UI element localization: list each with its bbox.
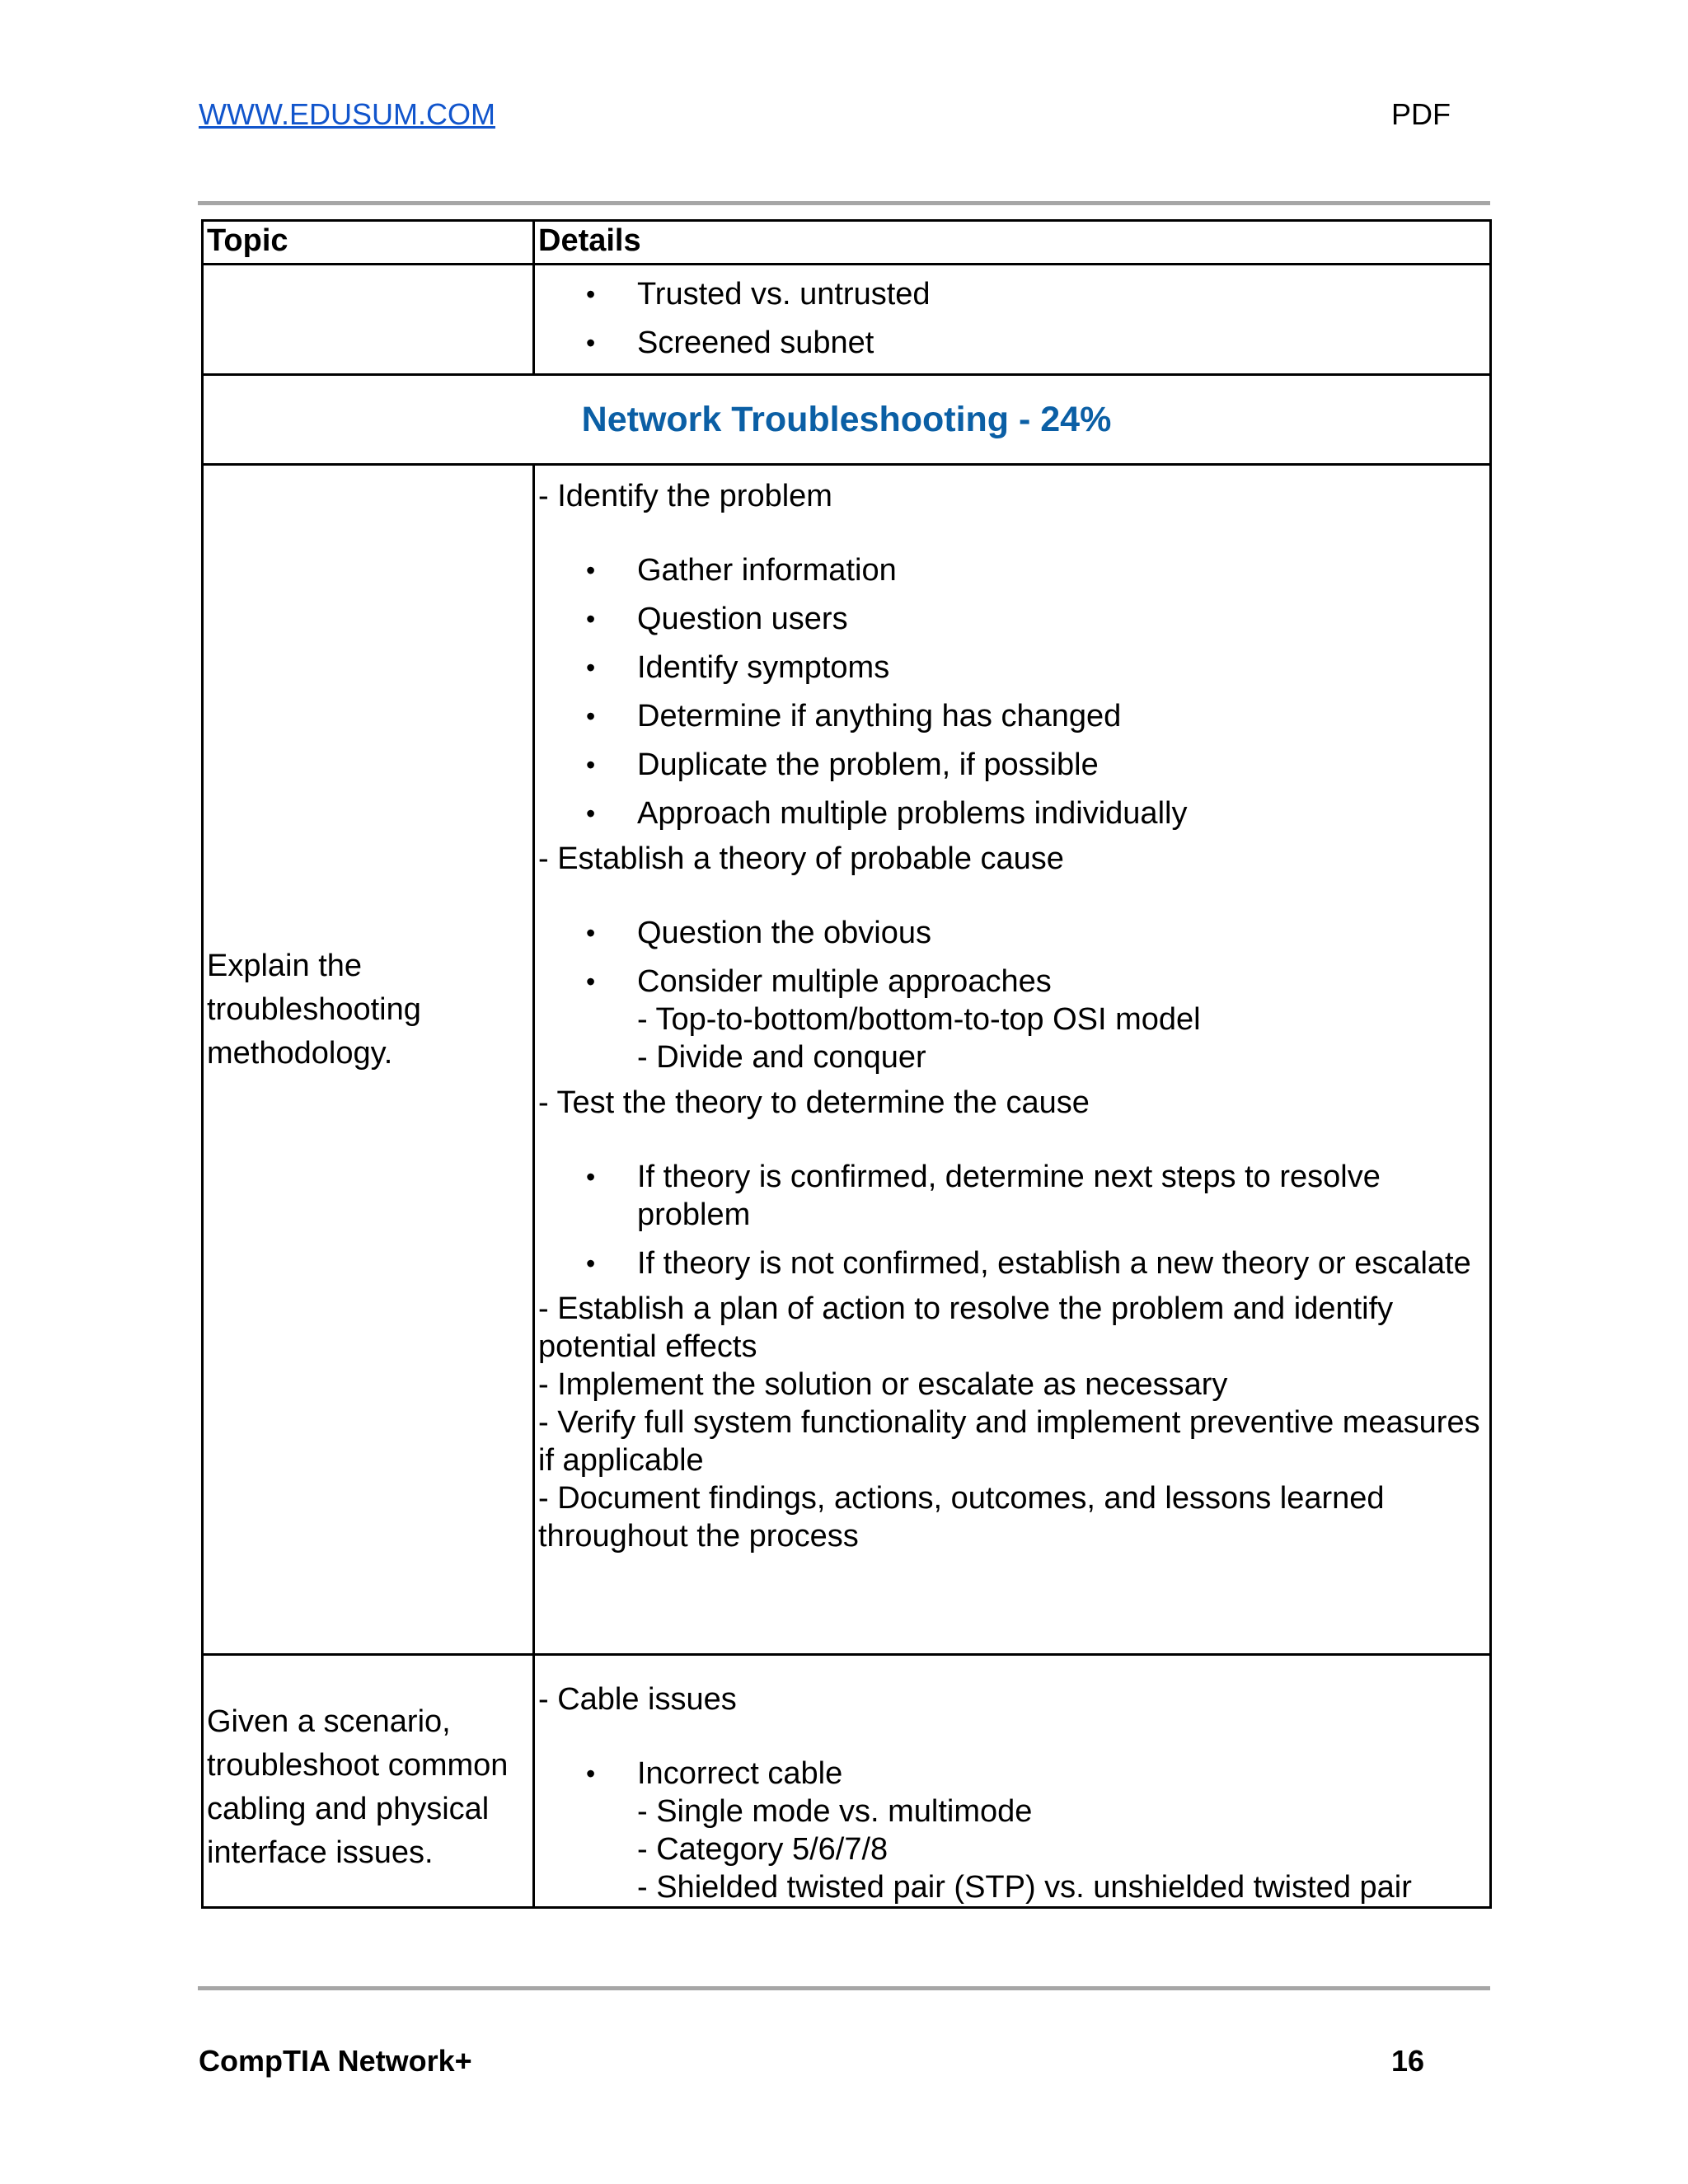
topic-cell <box>203 465 534 1655</box>
details-cell <box>534 265 1491 375</box>
topic-cell-empty <box>203 265 534 375</box>
sub-item: - Single mode vs. multimode <box>637 1794 1033 1829</box>
list-item <box>637 1755 1486 1906</box>
table-header-row <box>203 221 1491 265</box>
bullet-list <box>538 914 1486 1076</box>
list-item: • Approach multiple problems individually <box>637 794 1486 832</box>
sub-item: - Divide and conquer <box>637 1040 926 1075</box>
header-pdf-label: PDF <box>1391 97 1451 131</box>
sub-item: - Shielded twisted pair (STP) vs. unshielded twisted pair <box>637 1870 1412 1905</box>
footer-title: CompTIA Network+ <box>199 2044 472 2078</box>
detail-line: - Identify the problem <box>538 479 832 513</box>
detail-line: - Establish a plan of action to resolve the problem and identify potential effects <box>538 1291 1394 1364</box>
list-item: • If theory is not confirmed, establish a new theory or escalate <box>637 1244 1486 1282</box>
page-number: 16 <box>1391 2044 1425 2078</box>
table-row <box>203 265 1491 375</box>
table-row <box>203 1655 1491 1908</box>
table-row <box>203 465 1491 1655</box>
list-item: • Identify symptoms <box>637 649 1486 687</box>
bullet-list <box>538 275 1486 362</box>
list-item: • Determine if anything has changed <box>637 697 1486 735</box>
site-link[interactable]: WWW.EDUSUM.COM <box>199 97 495 131</box>
list-item-text: Incorrect cable <box>637 1756 843 1791</box>
bullet-list <box>538 1755 1486 1906</box>
section-row <box>203 375 1491 465</box>
footer-divider <box>198 1986 1490 1990</box>
topic-text: Given a scenario, troubleshoot common cabling and physical interface issues. <box>207 1704 509 1870</box>
list-item: • Screened subnet <box>637 324 1486 362</box>
list-item: • Trusted vs. untrusted <box>637 275 1486 313</box>
detail-line: - Establish a theory of probable cause <box>538 841 1064 876</box>
topic-cell <box>203 1655 534 1908</box>
list-item <box>637 963 1486 1076</box>
list-item: • Question the obvious <box>637 914 1486 952</box>
detail-line: - Implement the solution or escalate as necessary <box>538 1367 1228 1402</box>
column-header-details: Details <box>534 221 1491 265</box>
section-title: Network Troubleshooting - 24% <box>203 375 1491 465</box>
detail-line: - Test the theory to determine the cause <box>538 1085 1090 1120</box>
column-header-topic: Topic <box>203 221 534 265</box>
header-divider <box>198 201 1490 205</box>
list-item: • Gather information <box>637 551 1486 589</box>
sub-item: - Top-to-bottom/bottom-to-top OSI model <box>637 1002 1201 1037</box>
sub-item: - Category 5/6/7/8 <box>637 1832 889 1867</box>
list-item: • If theory is confirmed, determine next steps to resolve problem <box>637 1158 1486 1234</box>
bullet-list <box>538 1158 1486 1282</box>
bullet-list <box>538 551 1486 832</box>
list-item-text: Consider multiple approaches <box>637 964 1052 999</box>
detail-line: - Verify full system functionality and implement preventive measures if applicable <box>538 1405 1480 1478</box>
list-item: • Duplicate the problem, if possible <box>637 746 1486 784</box>
details-cell <box>534 1655 1491 1908</box>
list-item: • Question users <box>637 600 1486 638</box>
topic-text: Explain the troubleshooting methodology. <box>207 949 421 1071</box>
detail-line: - Cable issues <box>538 1682 737 1717</box>
details-cell <box>534 465 1491 1655</box>
exam-topics-table <box>201 219 1492 1909</box>
detail-line: - Document findings, actions, outcomes, and lessons learned throughout the process <box>538 1481 1385 1554</box>
